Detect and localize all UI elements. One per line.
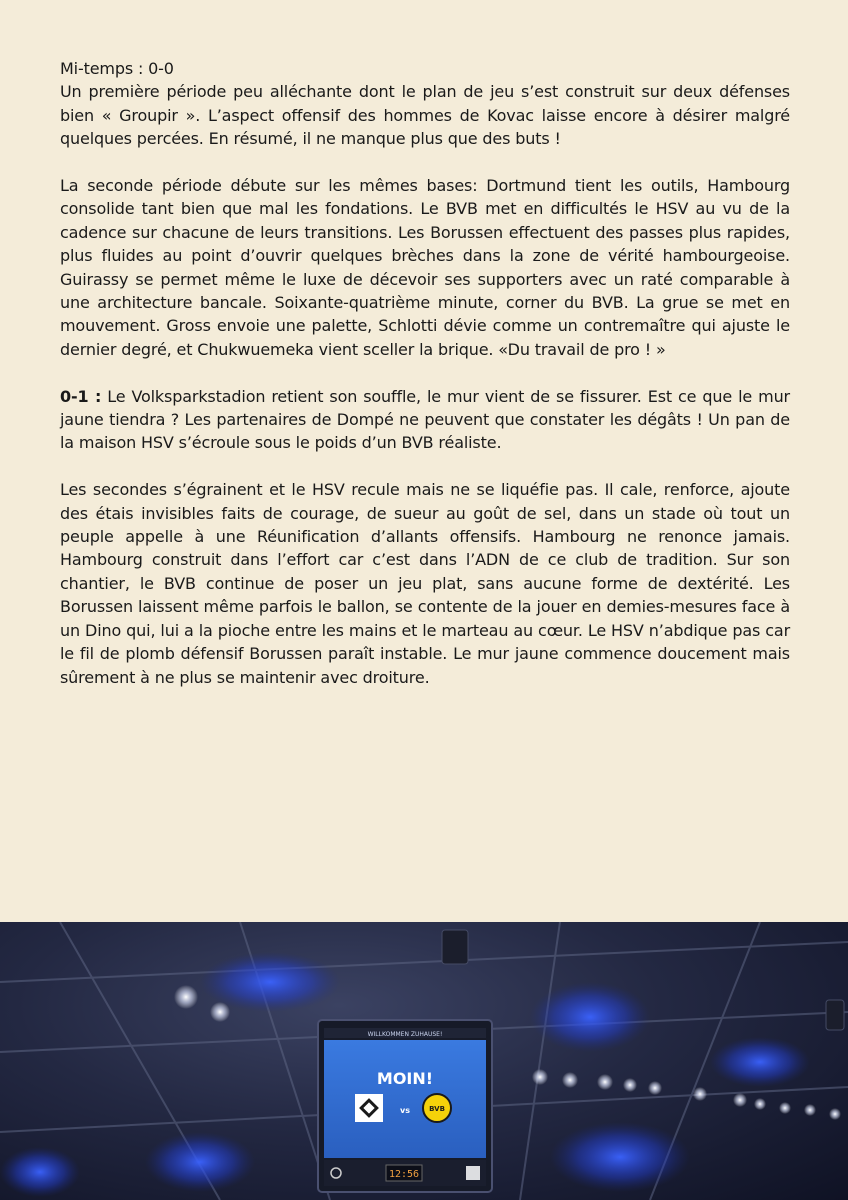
goal-score-label: 0-1 : bbox=[60, 386, 102, 406]
scoreboard bbox=[318, 1020, 492, 1192]
vs-label: vs bbox=[400, 1106, 410, 1115]
scoreboard-headline: MOIN! bbox=[376, 1069, 434, 1088]
bvb-crest-icon bbox=[423, 1094, 451, 1122]
paragraph-text: Un première période peu alléchante dont le plan de jeu s’est construit sur deux défenses bien « Groupir ». L’aspect offensif des hommes de Kovac laisse encore à désirer malgré quelques percées. En résumé, il ne manque plus que des buts ! bbox=[60, 82, 790, 149]
paragraph-first-half bbox=[60, 57, 790, 151]
hanging-speaker bbox=[442, 930, 468, 964]
paragraph-final-phase: Les secondes s’égrainent et le HSV recule mais ne se liquéfie pas. Il cale, renforce, ajoute des étais invisibles faits de courage, de sueur au goût de sel, dans un stade où tout un peuple appelle à une Réunification d’allants offensifs. Hambourg ne renonce jamais. Hambourg construit dans l’effort car c’est dans l’ADN de ce club de tradition. Sur son chantier, le BVB continue de poser un jeu plat, sans aucune forme de dextérité. Les Borussen laissent même parfois le ballon, se contente de la jouer en demies-mesures face à un Dino qui, lui a la pioche entre les mains et le marteau au cœur. Le HSV n’abdique pas car le fil de plomb défensif Borussen paraît instable. Le mur jaune commence doucement mais sûrement à ne plus se maintenir avec droiture. bbox=[60, 480, 790, 687]
hsv-crest-icon bbox=[355, 1094, 383, 1122]
paragraph-text: Le Volksparkstadion retient son souffle, le mur vient de se fissurer. Est ce que le mur jaune tiendra ? Les partenaires de Dompé ne peuvent que constater les dégâts ! Un pan de la maison HSV s’écroule sous le poids d’un BVB réaliste. bbox=[60, 386, 790, 453]
article-body bbox=[60, 57, 790, 712]
scoreboard-banner: WILLKOMMEN ZUHAUSE! bbox=[367, 1031, 443, 1038]
paragraph-goal bbox=[60, 385, 790, 455]
scoreboard-clock: 12:56 bbox=[388, 1169, 420, 1180]
half-time-score: Mi-temps : 0-0 bbox=[60, 59, 174, 78]
stadium-photo bbox=[0, 922, 848, 1200]
hsv-small-crest-icon bbox=[466, 1166, 480, 1180]
bvb-badge-text: BVB bbox=[429, 1105, 445, 1113]
paragraph-second-half: La seconde période débute sur les mêmes bases: Dortmund tient les outils, Hambourg consolide tant bien que mal les fondations. Le BVB met en difficultés le HSV au vu de la cadence sur chacune de leurs transitions. Les Borussen effectuent des passes plus rapides, plus fluides au point d’ouvrir quelques brèches dans la zone de vérité hambourgeoise. Guirassy se permet même le luxe de décevoir ses supporters avec un raté comparable à une architecture bancale. Soixante-quatrième minute, corner du BVB. La grue se met en mouvement. Gross envoie une palette, Schlotti dévie comme un contremaître qui ajuste le dernier degré, et Chukwuemeka vient sceller la brique. «Du travail de pro ! » bbox=[60, 176, 790, 359]
scoreboard-screen bbox=[324, 1040, 486, 1158]
